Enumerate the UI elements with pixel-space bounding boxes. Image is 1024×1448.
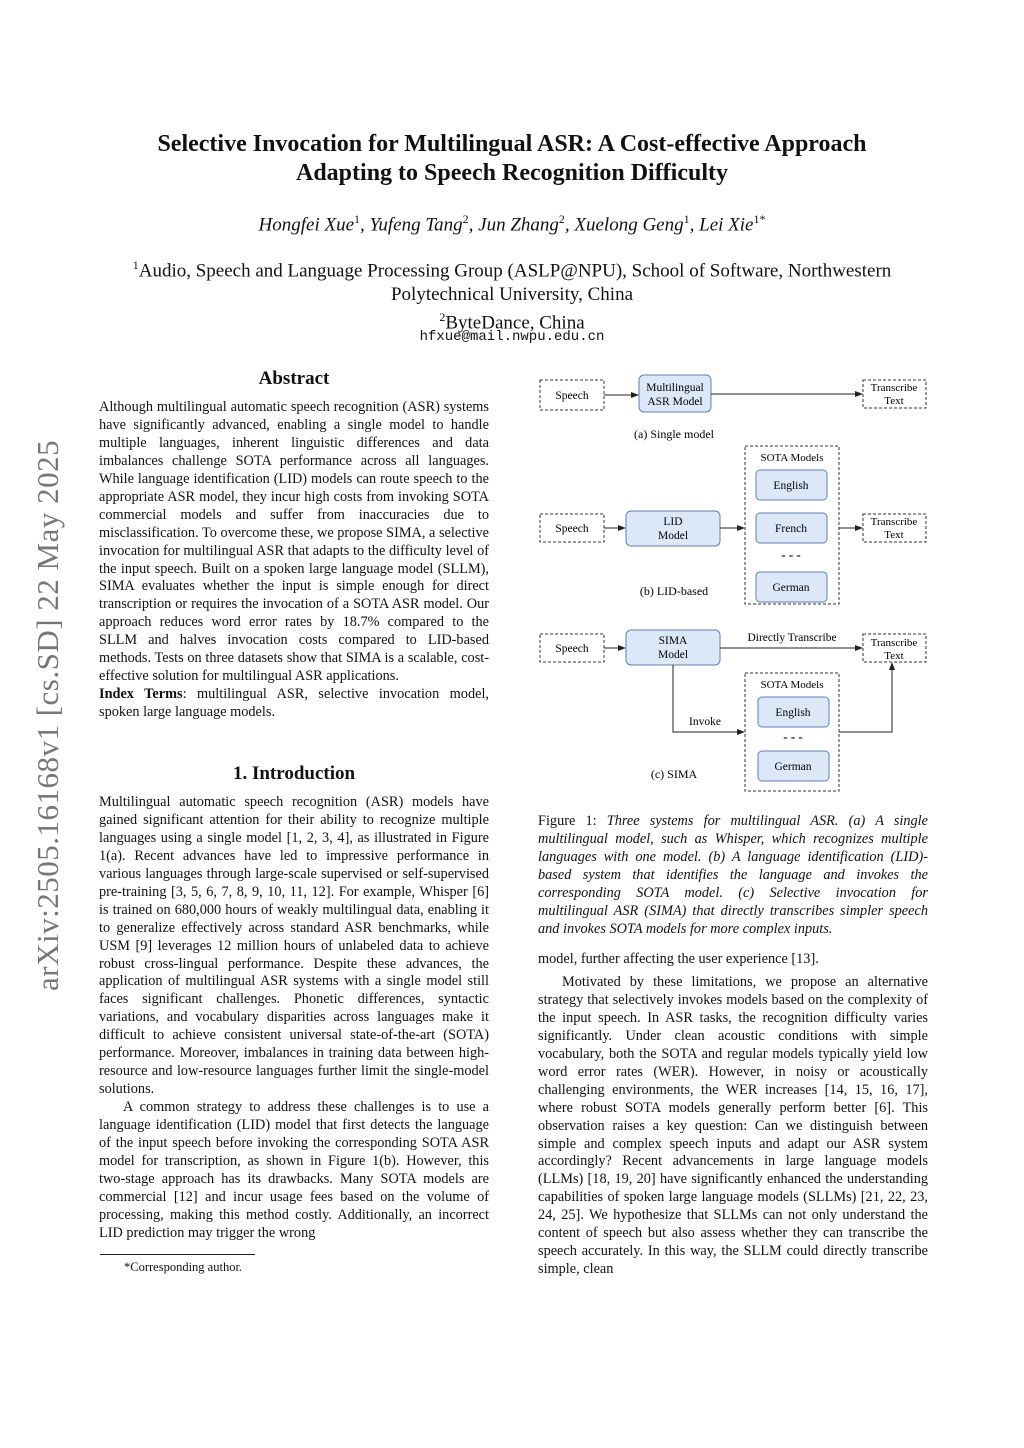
sota-models-title: SOTA Models: [760, 679, 824, 691]
german-label: German: [774, 761, 812, 773]
panel-c-sima: [540, 630, 926, 791]
lid-label-1: LID: [663, 516, 683, 528]
arxiv-identifier: arXiv:2505.16168v1 [cs.SD] 22 May 2025: [30, 439, 65, 991]
output-label-2: Text: [884, 529, 904, 541]
directly-transcribe-label: Directly Transcribe: [747, 632, 837, 644]
author-separator: ,: [468, 214, 479, 236]
return-arrow: [839, 663, 892, 732]
panel-a-label: (a) Single model: [634, 427, 714, 441]
english-label: English: [775, 707, 811, 719]
affiliation-1: [100, 254, 924, 283]
ellipsis: - - -: [781, 547, 801, 562]
caption-label: Figure 1:: [538, 813, 607, 829]
index-terms-text: : multilingual ASR, selective invocation model, spoken large language models.: [99, 686, 489, 721]
output-label-2: Text: [884, 395, 904, 407]
author-separator: ,: [360, 214, 370, 236]
output-label-1: Transcribe: [870, 516, 918, 528]
affiliation-1-line-2: Polytechnical University, China: [390, 283, 634, 305]
introduction-heading: 1. Introduction: [232, 763, 356, 784]
author-affil-mark: 1: [683, 212, 690, 226]
abstract-text: Although multilingual automatic speech recognition (ASR) systems have significantly advanced, enabling a single model to handle multiple languages, inherent linguistic differences and data imbalances challenge SOTA performance across all languages. While language identification (LID) models can route speech to the appropriate ASR model, they incur high costs from invoking SOTA commercial models and suffer from inaccuracies due to misclassification. To overcome these, we propose SIMA, a selective invocation for multilingual ASR that adapts to the difficulty level of the input speech. Built on a spoken large language model (SLLM), SIMA evaluates whether the input is simple enough for direct transcription or requires the invocation of a SOTA ASR model. Our approach reduces word error rates by 18.7% compared to the SLLM and halves invocation costs compared to LID-based methods. Tests on three datasets show that SIMA is a scalable, cost-effective solution for multilingual ASR applications.: [99, 398, 489, 685]
panel-b-lid-based: [540, 446, 926, 604]
figure-caption: [538, 812, 928, 938]
author-affil-mark: 2: [558, 212, 565, 226]
introduction-section: [99, 765, 489, 1243]
model-label-2: ASR Model: [647, 396, 703, 408]
author-affil-mark: 1: [354, 212, 361, 226]
author-affil-mark: 1*: [753, 212, 766, 226]
affil-mark: 1: [132, 258, 139, 272]
sota-models-title: SOTA Models: [760, 452, 824, 464]
panel-c-label: (c) SIMA: [650, 767, 698, 781]
output-label-2: Text: [884, 650, 904, 662]
author-name: Hongfei Xue: [258, 214, 355, 236]
index-terms: [99, 686, 489, 722]
speech-label: Speech: [555, 643, 589, 655]
panel-a-single-model: [540, 375, 926, 441]
output-label-1: Transcribe: [870, 637, 918, 649]
author-name: Xuelong Geng: [574, 214, 684, 236]
intro-paragraph-2: A common strategy to address these challenges is to use a language identification (LID) model that first detects the language of the input speech before invoking the corresponding SOTA ASR model for transcription, as shown in Figure 1(b). However, this two-stage approach has its drawbacks. Many SOTA models are commercial [12] and incur usage fees based on the volume of processing, making this method costly. Additionally, an incorrect LID prediction may trigger the wrong: [99, 1099, 489, 1241]
caption-text: Three systems for multilingual ASR. (a) A single multilingual model, such as Whisper, which recognizes multiple languages with one model. (b) A language identification (LID)-based system that identifies the language and invokes the corresponding SOTA model. (c) Selective invocation for multilingual ASR (SIMA) that directly transcribes simpler speech and invokes SOTA models for more complex inputs.: [538, 813, 928, 937]
author-affil-mark: 2: [462, 212, 469, 226]
index-terms-label: Index Terms: [99, 686, 183, 703]
affiliation-1-line-1: Audio, Speech and Language Processing Group (ASLP@NPU), School of Software, Northwestern: [138, 260, 892, 282]
title-line-1: Selective Invocation for Multilingual ASR: A Cost-effective Approach: [157, 131, 867, 157]
footnote: *Corresponding author.: [124, 1260, 243, 1274]
affil-mark: 2: [439, 310, 446, 325]
speech-label: Speech: [555, 390, 589, 402]
panel-b-label: (b) LID-based: [639, 584, 709, 598]
sima-label-1: SIMA: [658, 635, 688, 647]
intro-paragraph-3: Motivated by these limitations, we propose an alternative strategy that selectively invokes models based on the complexity of the input speech. In ASR tasks, the recognition difficulty varies significantly. Under clean acoustic conditions with simple vocabulary, both the SOTA and regular models typically yield low word error rates (WER). However, in noisy or acoustically challenging environments, the WER increases [14, 15, 16, 17], where robust SOTA models generally perform better [6]. This observation raises a key question: Can we distinguish between simple and complex speech inputs and adapt our ASR system accordingly? Recent advancements in large language models (LLMs) [18, 19, 20] have significantly enhanced the understanding capabilities of spoken large language models (SLLMs) [21, 22, 23, 24, 25]. We hypothesize that SLLMs can not only understand the content of speech but also assess whether they can transcribe the speech accurately. In this way, the SLLM could directly transcribe simple, clean: [538, 973, 928, 1278]
author-name: Lei Xie: [699, 214, 754, 236]
author-name: Yufeng Tang: [369, 214, 463, 236]
lid-label-2: Model: [657, 530, 689, 542]
author-separator: ,: [564, 214, 575, 236]
affiliations: [100, 254, 924, 335]
english-label: English: [773, 480, 809, 492]
speech-label: Speech: [555, 523, 589, 535]
model-label-1: Multilingual: [646, 382, 704, 394]
intro-paragraph-1: Multilingual automatic speech recognition (ASR) models have gained significant attention for their ability to recognize multiple languages using a single model [1, 2, 3, 4], as illustrated in Figure 1(a). Recent advances have led to impressive performance in various languages through large-scale supervised or self-supervised pre-training [3, 5, 6, 7, 8, 9, 10, 11, 12]. For example, Whisper [6] is trained on 680,000 hours of weakly multilingual data, enabling it to generalize effectively across standard ASR benchmarks, while USM [9] leverages 12 million hours of unlabeled data to achieve robust cross-lingual performance. Despite these advances, the application of multilingual ASR systems with a single model still faces significant challenges. Phonetic differences, syntactic variations, and vocabulary disparities across languages make it difficult to achieve consistent universal state-of-the-art (SOTA) performance. Moreover, imbalances in training data between high-resource and low-resource languages further limit the single-model solutions.: [99, 793, 489, 1098]
german-label: German: [772, 582, 810, 594]
footnote-rule: [100, 1254, 255, 1255]
author-separator: ,: [689, 214, 700, 236]
figure-1-diagram: [534, 366, 934, 796]
contact-email[interactable]: hfxue@mail.nwpu.edu.cn: [419, 329, 605, 345]
author-list: [100, 212, 924, 236]
introduction-continued: [538, 951, 928, 1279]
abstract-heading: Abstract: [258, 368, 330, 389]
title-line-2: Adapting to Speech Recognition Difficulty: [296, 160, 728, 186]
paper-title: [100, 130, 924, 188]
intro-continued-line: model, further affecting the user experience [13].: [538, 951, 819, 967]
french-label: French: [775, 523, 807, 535]
author-name: Jun Zhang: [478, 214, 559, 236]
output-label-1: Transcribe: [870, 382, 918, 394]
affiliation-2-text: ByteDance, China: [445, 312, 585, 334]
ellipsis: - - -: [783, 729, 803, 744]
sima-label-2: Model: [657, 649, 689, 661]
invoke-label: Invoke: [689, 716, 721, 728]
abstract-section: [99, 370, 489, 722]
